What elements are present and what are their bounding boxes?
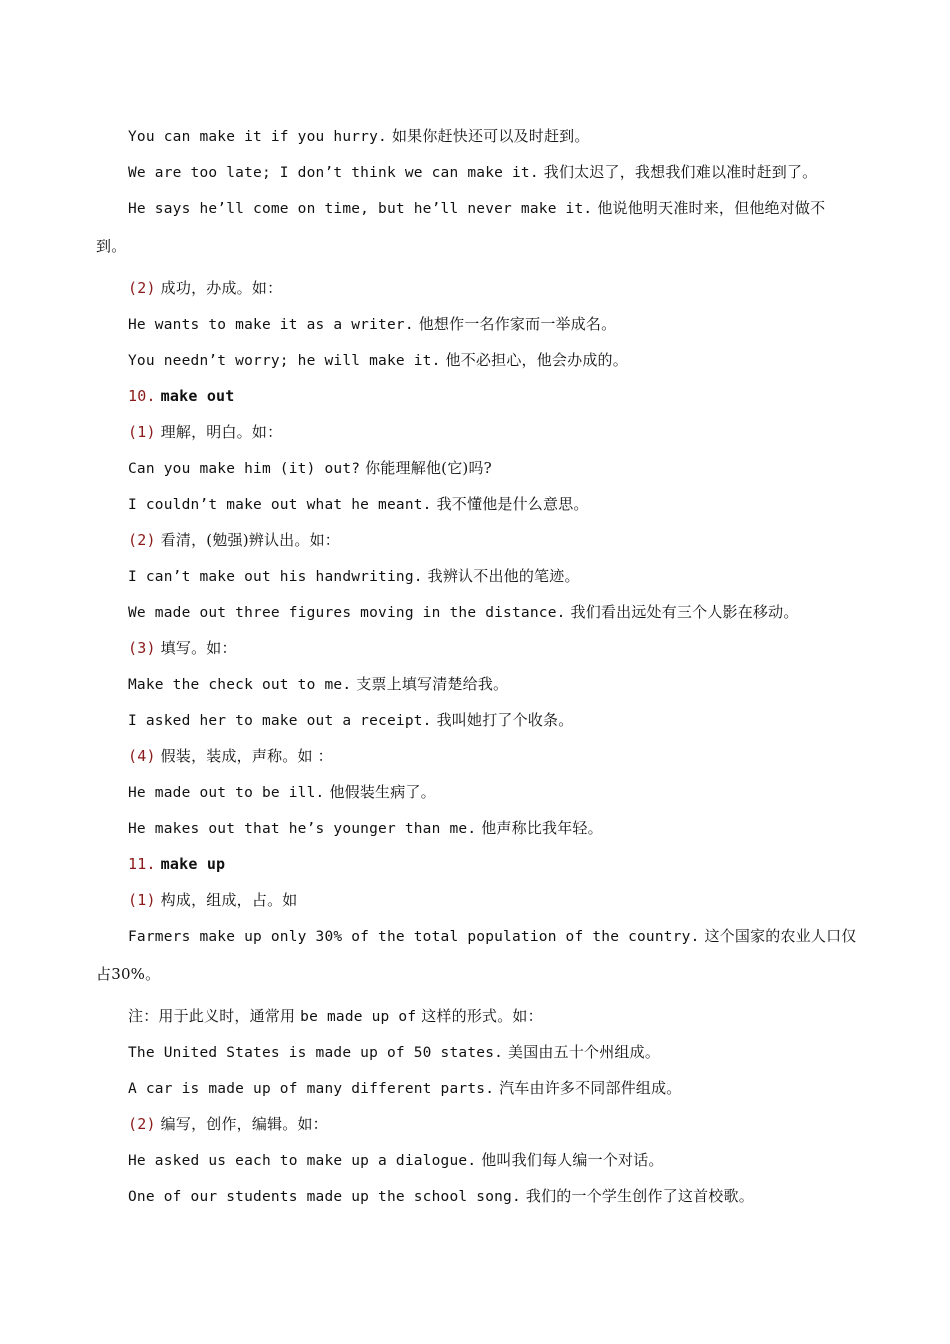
- example-sentence: [0, 1142, 950, 1178]
- sense-heading: [0, 414, 950, 450]
- english-text: Can you make him (it) out?: [128, 461, 361, 477]
- english-text: He asked us each to make up a dialogue.: [128, 1153, 477, 1169]
- chinese-text: 如果你赶快还可以及时赶到。: [391, 127, 590, 145]
- sense-number: (2): [128, 1115, 156, 1133]
- example-sentence: [0, 666, 950, 702]
- continuation-line: [0, 954, 950, 998]
- english-text: You needn’t worry; he will make it.: [128, 353, 441, 369]
- usage-note: [0, 998, 950, 1034]
- example-sentence: [0, 1034, 950, 1070]
- chinese-text: 他不必担心，他会办成的。: [445, 351, 628, 369]
- example-sentence: [0, 486, 950, 522]
- sense-number: (2): [128, 279, 156, 297]
- example-sentence: [0, 918, 950, 954]
- example-sentence: [0, 558, 950, 594]
- phrase-title: make out: [160, 387, 235, 405]
- sense-definition: 假装，装成，声称。如 ：: [160, 747, 333, 765]
- sense-number: (4): [128, 747, 156, 765]
- chinese-text: 他想作一名作家而一举成名。: [418, 315, 617, 333]
- example-sentence: [0, 702, 950, 738]
- chinese-text: 这个国家的农业人口仅: [704, 927, 857, 945]
- chinese-text: 我们看出远处有三个人影在移动。: [570, 603, 799, 621]
- chinese-text: 这样的形式。如：: [421, 1007, 543, 1025]
- note-prefix: 注：用于此义时，通常用: [128, 1007, 296, 1025]
- english-text: Farmers make up only 30% of the total population of the country.: [128, 929, 700, 945]
- english-text: He makes out that he’s younger than me.: [128, 821, 477, 837]
- chinese-text: 我们太迟了，我想我们难以准时赶到了。: [543, 163, 818, 181]
- chinese-text: 我辨认不出他的笔迹。: [427, 567, 580, 585]
- example-sentence: [0, 594, 950, 630]
- chinese-text: 汽车由许多不同部件组成。: [499, 1079, 682, 1097]
- document-page: [0, 118, 950, 1214]
- chinese-text: 我叫她打了个收条。: [436, 711, 574, 729]
- english-text: A car is made up of many different parts.: [128, 1081, 495, 1097]
- phrase-number: 11.: [128, 855, 156, 873]
- sense-heading: [0, 1106, 950, 1142]
- sense-heading: [0, 522, 950, 558]
- sense-heading: [0, 630, 950, 666]
- example-sentence: [0, 342, 950, 378]
- english-text: You can make it if you hurry.: [128, 129, 387, 145]
- sense-number: (1): [128, 891, 156, 909]
- example-sentence: [0, 1070, 950, 1106]
- phrase-heading: [0, 846, 950, 882]
- english-text: We made out three figures moving in the distance.: [128, 605, 566, 621]
- phrase-heading: [0, 378, 950, 414]
- chinese-text: 到。: [96, 237, 127, 255]
- sense-definition: 看清，(勉强)辨认出。如：: [160, 531, 340, 549]
- phrase-number: 10.: [128, 387, 156, 405]
- chinese-text: 美国由五十个州组成。: [508, 1043, 661, 1061]
- example-sentence: [0, 190, 950, 226]
- example-sentence: [0, 810, 950, 846]
- chinese-text: 他声称比我年轻。: [481, 819, 603, 837]
- english-text: I can’t make out his handwriting.: [128, 569, 423, 585]
- sense-number: (2): [128, 531, 156, 549]
- continuation-line: [0, 226, 950, 270]
- chinese-text: 我们的一个学生创作了这首校歌。: [525, 1187, 754, 1205]
- sense-definition: 填写。如：: [160, 639, 237, 657]
- chinese-text: 我不懂他是什么意思。: [436, 495, 589, 513]
- sense-definition: 理解，明白。如：: [160, 423, 283, 441]
- sense-definition: 编写，创作，编辑。如：: [160, 1115, 328, 1133]
- sense-heading: [0, 270, 950, 306]
- chinese-text: 支票上填写清楚给我。: [356, 675, 509, 693]
- chinese-text: 他叫我们每人编一个对话。: [481, 1151, 664, 1169]
- example-sentence: [0, 306, 950, 342]
- sense-number: (1): [128, 423, 156, 441]
- english-text: We are too late; I don’t think we can make it.: [128, 165, 539, 181]
- phrase-title: make up: [160, 855, 226, 873]
- sense-heading: [0, 738, 950, 774]
- chinese-text: 你能理解他(它)吗?: [365, 459, 492, 477]
- english-text: Make the check out to me.: [128, 677, 352, 693]
- english-text: I couldn’t make out what he meant.: [128, 497, 432, 513]
- chinese-text: 他假装生病了。: [329, 783, 436, 801]
- example-sentence: [0, 154, 950, 190]
- sense-definition: 构成，组成，占。如: [160, 891, 298, 909]
- example-sentence: [0, 450, 950, 486]
- english-text: He says he’ll come on time, but he’ll never make it.: [128, 201, 593, 217]
- sense-number: (3): [128, 639, 156, 657]
- english-text: be made up of: [300, 1009, 417, 1025]
- english-text: He wants to make it as a writer.: [128, 317, 414, 333]
- english-text: I asked her to make out a receipt.: [128, 713, 432, 729]
- example-sentence: [0, 1178, 950, 1214]
- sense-heading: [0, 882, 950, 918]
- english-text: He made out to be ill.: [128, 785, 325, 801]
- sense-definition: 成功，办成。如：: [160, 279, 283, 297]
- chinese-text: 他说他明天准时来，但他绝对做不: [597, 199, 826, 217]
- example-sentence: [0, 774, 950, 810]
- english-text: One of our students made up the school song.: [128, 1189, 521, 1205]
- english-text: The United States is made up of 50 states.: [128, 1045, 504, 1061]
- example-sentence: [0, 118, 950, 154]
- chinese-text: 占30%。: [96, 965, 161, 983]
